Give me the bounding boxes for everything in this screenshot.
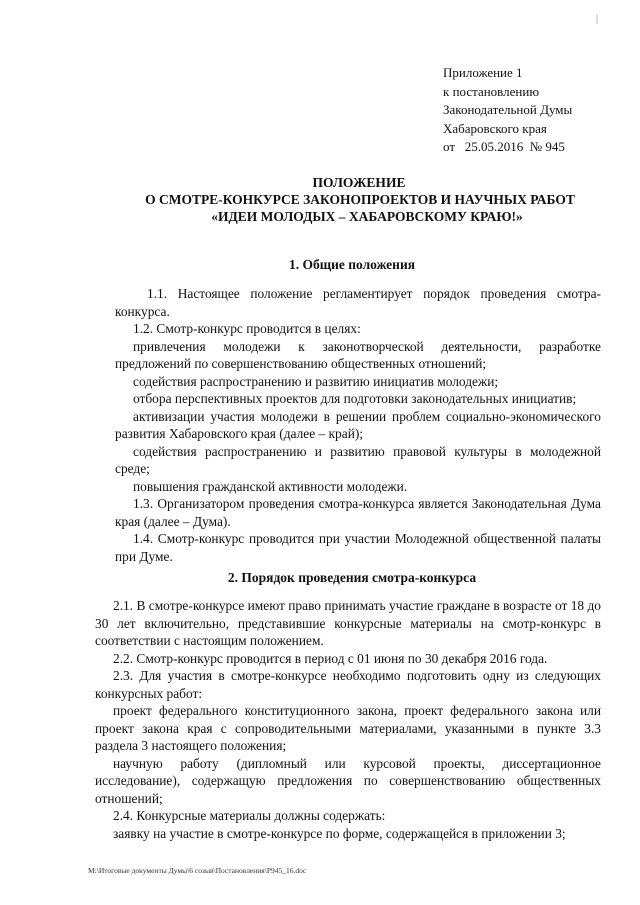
appendix-block [443,64,572,157]
paragraph: 1.3. Организатором проведения смотра-конкурса является Законодательная Дума края (далее – Дума). [115,496,601,529]
appendix-line: к постановлению [443,83,540,99]
paragraph: повышения гражданской активности молодежи. [133,478,408,494]
paragraph: 2.1. В смотре-конкурсе имеют право принимать участие граждане в возрасте от 18 до 30 лет включительно, представившие конкурсные материалы на смотр-конкурс в соответствии с настоящим положением. [95,598,601,648]
paragraph: 1.2. Смотр-конкурс проводится в целях: [133,321,361,336]
paragraph: 2.2. Смотр-конкурс проводится в период с 01 июня по 30 декабря 2016 года. [113,650,548,666]
paragraph: 1.1. Настоящее положение регламентирует порядок проведения смотра-конкурса. [115,286,601,319]
paragraph: 1.4. Смотр-конкурс проводится при участии Молодежной общественной палаты при Думе. [115,531,601,564]
appendix-line: от 25.05.2016 № 945 [443,139,565,154]
section-heading: 1. Общие положения [288,257,416,272]
paragraph: отбора перспективных проектов для подготовки законодательных инициатив; [133,391,577,406]
title-line: О СМОТРЕ-КОНКУРСЕ ЗАКОНОПРОЕКТОВ И НАУЧНЫХ РАБОТ [145,192,575,207]
paragraph: заявку на участие в смотре-конкурсе по форме, содержащейся в приложении 3; [113,825,566,841]
section-1-body [115,285,601,565]
appendix-line: Приложение 1 [443,65,523,80]
file-path-footer: M:\Итоговые документы Думы\6 созыв\Постановления\Р945_16.doc [88,866,307,875]
paragraph: научную работу (дипломный или курсовой проекты, диссертационное исследование), содержащую предложения по совершенствованию общественных отношений; [95,755,601,806]
document-title [0,174,640,225]
paragraph: содействия распространению и развитию правовой культуры в молодежной среде; [115,443,601,476]
title-line: «ИДЕИ МОЛОДЫХ – ХАБАРОВСКОМУ КРАЮ!» [211,209,523,224]
paragraph: 2.4. Конкурсные материалы должны содержать: [113,808,386,823]
paragraph: 2.3. Для участия в смотре-конкурсе необходимо подготовить одну из следующих конкурсных работ: [95,668,601,701]
appendix-line: Хабаровского края [443,120,547,136]
section-2-body [95,597,601,842]
paragraph: содействия распространению и развитию инициатив молодежи; [133,373,499,389]
paragraph: привлечения молодежи к законотворческой деятельности, разработке предложений по совершенствованию общественных отношений; [115,338,601,371]
section-heading: 2. Порядок проведения смотра-конкурса [227,570,477,585]
paragraph: проект федерального конституционного закона, проект федерального закона или проект закона края с сопроводительными материалами, указанными в пункте 3.3 раздела 3 настоящего положения; [95,703,601,753]
paragraph: активизации участия молодежи в решении проблем социально-экономического развития Хабаровского края (далее – край); [115,408,601,441]
title-line: ПОЛОЖЕНИЕ [312,175,406,190]
appendix-line: Законодательной Думы [443,102,573,117]
scan-mark [596,14,598,24]
